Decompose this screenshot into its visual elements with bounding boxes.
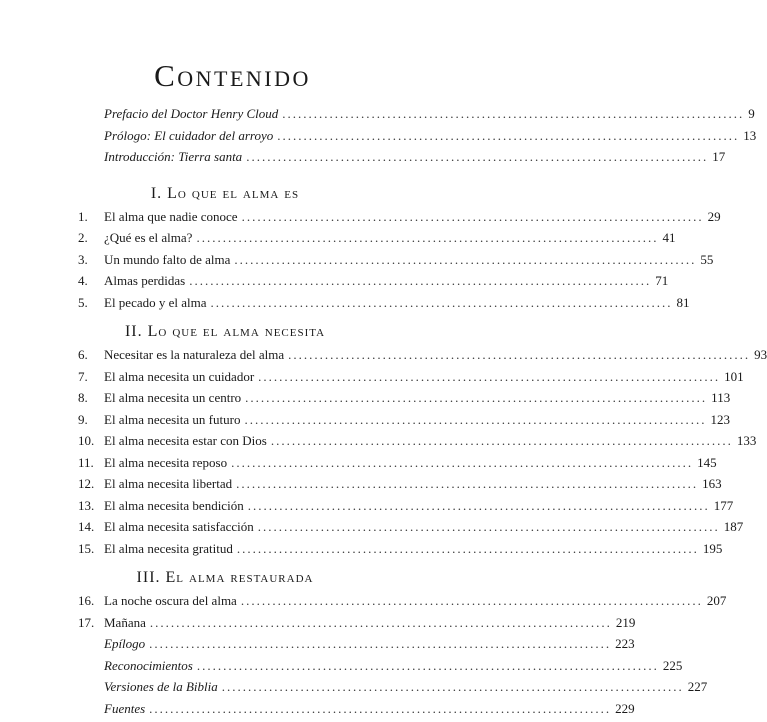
dot-leader: ........................................................................................ [222, 679, 684, 695]
toc-entry-prologo [78, 128, 372, 150]
page-number: 9 [748, 106, 755, 122]
dot-leader: ........................................................................................ [231, 455, 693, 471]
toc-entry-fuentes [78, 701, 372, 722]
page-number: 113 [711, 390, 730, 406]
chapter-number: 1. [78, 209, 104, 225]
toc-entry [78, 295, 372, 317]
entry-title: El alma necesita satisfacción [104, 519, 254, 535]
page-number: 123 [710, 412, 730, 428]
entry-title: Prefacio del Doctor Henry Cloud [104, 106, 278, 122]
chapter-number: 3. [78, 252, 104, 268]
toc-entry [78, 519, 372, 541]
dot-leader: ........................................................................................ [149, 636, 611, 652]
entry-title: El alma necesita un futuro [104, 412, 240, 428]
toc-entry [78, 615, 372, 637]
entry-title: El alma necesita bendición [104, 498, 244, 514]
table-of-contents [78, 106, 372, 722]
toc-entry [78, 593, 372, 615]
chapter-number: 14. [78, 519, 104, 535]
dot-leader: ........................................................................................ [288, 347, 750, 363]
toc-entry [78, 273, 372, 295]
page-number: 55 [700, 252, 713, 268]
entry-title: Un mundo falto de alma [104, 252, 230, 268]
entry-title: Almas perdidas [104, 273, 185, 289]
dot-leader: ........................................................................................ [189, 273, 651, 289]
section-heading: II. Lo que el alma necesita [78, 316, 372, 347]
toc-entry [78, 541, 372, 563]
toc-entry [78, 347, 372, 369]
page-number: 13 [743, 128, 756, 144]
entry-title: Introducción: Tierra santa [104, 149, 242, 165]
toc-entry-introduccion [78, 149, 372, 171]
page-number: 195 [703, 541, 723, 557]
dot-leader: ........................................................................................ [245, 390, 707, 406]
page-number: 163 [702, 476, 722, 492]
toc-entry [78, 412, 372, 434]
chapter-number: 5. [78, 295, 104, 311]
page-number: 29 [708, 209, 721, 225]
dot-leader: ........................................................................................ [248, 498, 710, 514]
page-number: 101 [724, 369, 744, 385]
entry-title: Fuentes [104, 701, 145, 717]
chapter-number: 4. [78, 273, 104, 289]
toc-entry [78, 252, 372, 274]
toc-entry-reconocimientos [78, 658, 372, 680]
toc-entry [78, 230, 372, 252]
entry-title: Versiones de la Biblia [104, 679, 218, 695]
chapter-number: 7. [78, 369, 104, 385]
chapter-number: 10. [78, 433, 104, 449]
page-number: 227 [688, 679, 708, 695]
page-number: 93 [754, 347, 767, 363]
chapter-number: 12. [78, 476, 104, 492]
page-number: 71 [655, 273, 668, 289]
dot-leader: ........................................................................................ [246, 149, 708, 165]
entry-title: Prólogo: El cuidador del arroyo [104, 128, 273, 144]
chapter-number: 6. [78, 347, 104, 363]
page-number: 225 [663, 658, 683, 674]
dot-leader: ........................................................................................ [196, 230, 658, 246]
toc-entry-versiones [78, 679, 372, 701]
entry-title: El alma necesita estar con Dios [104, 433, 267, 449]
dot-leader: ........................................................................................ [149, 701, 611, 717]
entry-title: El alma necesita reposo [104, 455, 227, 471]
section-heading: I. Lo que el alma es [78, 178, 372, 209]
dot-leader: ........................................................................................ [258, 519, 720, 535]
entry-title: El alma necesita libertad [104, 476, 232, 492]
entry-title: Mañana [104, 615, 146, 631]
dot-leader: ........................................................................................ [242, 209, 704, 225]
page-number: 17 [712, 149, 725, 165]
entry-title: La noche oscura del alma [104, 593, 237, 609]
entry-title: Reconocimientos [104, 658, 193, 674]
dot-leader: ........................................................................................ [244, 412, 706, 428]
dot-leader: ........................................................................................ [271, 433, 733, 449]
toc-entry [78, 498, 372, 520]
toc-entry [78, 455, 372, 477]
section-heading: III. El alma restaurada [78, 562, 372, 593]
page-number: 177 [714, 498, 734, 514]
chapter-number: 2. [78, 230, 104, 246]
page-number: 133 [737, 433, 757, 449]
page-title: Contenido [0, 58, 465, 94]
chapter-number: 17. [78, 615, 104, 631]
toc-entry [78, 209, 372, 231]
dot-leader: ........................................................................................ [211, 295, 673, 311]
chapter-number: 9. [78, 412, 104, 428]
toc-entry-prefacio [78, 106, 372, 128]
dot-leader: ........................................................................................ [282, 106, 744, 122]
toc-entry-epilogo [78, 636, 372, 658]
dot-leader: ........................................................................................ [236, 476, 698, 492]
chapter-number: 13. [78, 498, 104, 514]
dot-leader: ........................................................................................ [258, 369, 720, 385]
page-number: 229 [615, 701, 635, 717]
page-number: 41 [662, 230, 675, 246]
entry-title: ¿Qué es el alma? [104, 230, 192, 246]
page-number: 223 [615, 636, 635, 652]
dot-leader: ........................................................................................ [237, 541, 699, 557]
entry-title: El alma necesita gratitud [104, 541, 233, 557]
page-number: 219 [616, 615, 636, 631]
dot-leader: ........................................................................................ [241, 593, 703, 609]
chapter-number: 11. [78, 455, 104, 471]
entry-title: El alma que nadie conoce [104, 209, 238, 225]
page-number: 145 [697, 455, 717, 471]
entry-title: Epílogo [104, 636, 145, 652]
dot-leader: ........................................................................................ [150, 615, 612, 631]
entry-title: El pecado y el alma [104, 295, 207, 311]
entry-title: El alma necesita un centro [104, 390, 241, 406]
page-number: 187 [724, 519, 744, 535]
dot-leader: ........................................................................................ [277, 128, 739, 144]
entry-title: Necesitar es la naturaleza del alma [104, 347, 284, 363]
page-number: 207 [707, 593, 727, 609]
toc-entry [78, 476, 372, 498]
chapter-number: 16. [78, 593, 104, 609]
chapter-number: 8. [78, 390, 104, 406]
dot-leader: ........................................................................................ [197, 658, 659, 674]
toc-entry [78, 433, 372, 455]
page-number: 81 [677, 295, 690, 311]
toc-entry [78, 369, 372, 391]
toc-entry [78, 390, 372, 412]
chapter-number: 15. [78, 541, 104, 557]
dot-leader: ........................................................................................ [234, 252, 696, 268]
entry-title: El alma necesita un cuidador [104, 369, 254, 385]
